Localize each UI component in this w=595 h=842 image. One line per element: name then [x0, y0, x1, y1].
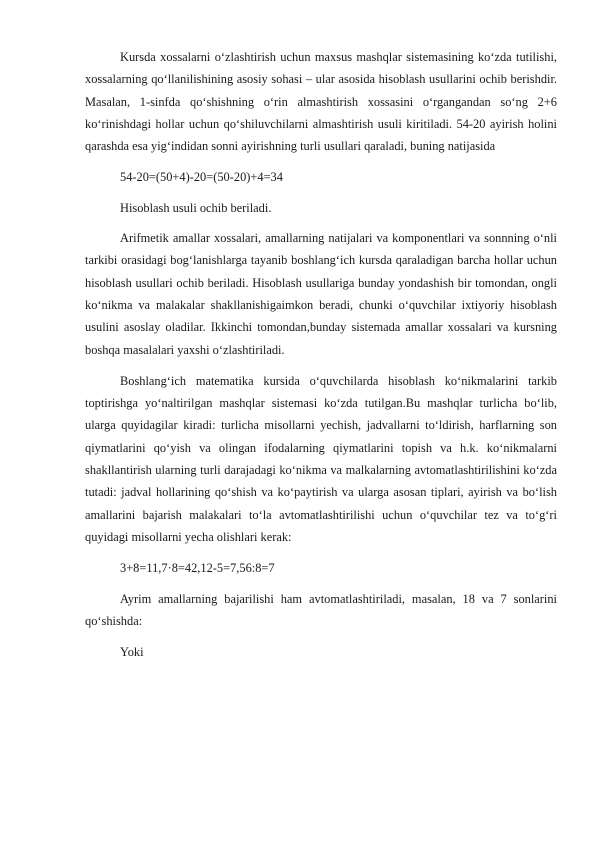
- paragraph-arifmetik-amallar: Arifmetik amallar xossalari, amallarning natijalari va komponentlari va sonnning o‘nli tarkibi orasidagi bog‘lanishlarga tayanib boshlang‘ich kursda qaraladigan barcha hollar uchun hisoblash usullari ochib beriladi. Hisoblash usullariga bunday yondashish bir tomondan, ongli ko‘nikma va malakalar shakllanishigaimkon beradi, chunki o‘quvchilar ixtiyoriy hisoblash usulini asoslay oladilar. Ikkinchi tomondan,bunday sistemada amallar xossalari va kursning boshqa masalalari yaxshi o‘zlashtiriladi.: [85, 231, 557, 357]
- formula-examples: 3+8=11,7·8=42,12-5=7,56:8=7: [120, 561, 275, 576]
- formula-54-20: 54-20=(50+4)-20=(50-20)+4=34: [120, 170, 283, 185]
- paragraph-mashqlar-sistemasi: Boshlang‘ich matematika kursida o‘quvchilarda hisoblash ko‘nikmalarini tarkib toptirishga yo‘naltirilgan mashqlar sistemasi ko‘zda tutilgan.Bu mashqlar turlicha bo‘lib, ularga quyidagilar kiradi: turlicha misollarni yechish, jadvallarni to‘ldirish, harflarning son qiymatlarini qo‘yish va olingan ifodalarning qiymatlarini topish va h.k. ko‘nikmalarni shakllantirish ularning turli darajadagi ko‘nikma va malkalarning avtomatlashtirilishini ko‘zda tutadi: jadval hollarining qo‘shish va ko‘paytirish va ularga asosan tiplari, ayirish va bo‘lish amallarini bajarish malakalari to‘la avtomatlashtirilishi uchun o‘quvchilar tez va to‘g‘ri quyidagi misollarni yecha olishlari kerak:: [85, 373, 557, 544]
- paragraph-hisoblash-usuli: Hisoblash usuli ochib beriladi.: [120, 200, 272, 215]
- paragraph-yoki: Yoki: [120, 645, 144, 660]
- paragraph-avtomatlashtirish: Ayrim amallarning bajarilishi ham avtomatlashtiriladi, masalan, 18 va 7 sonlarini qo‘shishda:: [85, 591, 557, 628]
- paragraph-hisoblash-usullari-intro: Kursda xossalarni o‘zlashtirish uchun maxsus mashqlar sistemasining ko‘zda tutilishi, xossalarning qo‘llanilishining asosiy sohasi – ular asosida hisoblash usullarini ochib berishdir. Masalan, 1-sinfda qo‘shishning o‘rin almashtirish xossasini o‘rgangandan so‘ng 2+6 ko‘rinishdagi hollar uchun qo‘shiluvchilarni almashtirish usuli kiritiladi. 54-20 ayirish holini qarashda esa yig‘indidan sonni ayirishning turli usullari qaraladi, buning natijasida: [85, 50, 557, 154]
- document-page: [85, 46, 557, 671]
